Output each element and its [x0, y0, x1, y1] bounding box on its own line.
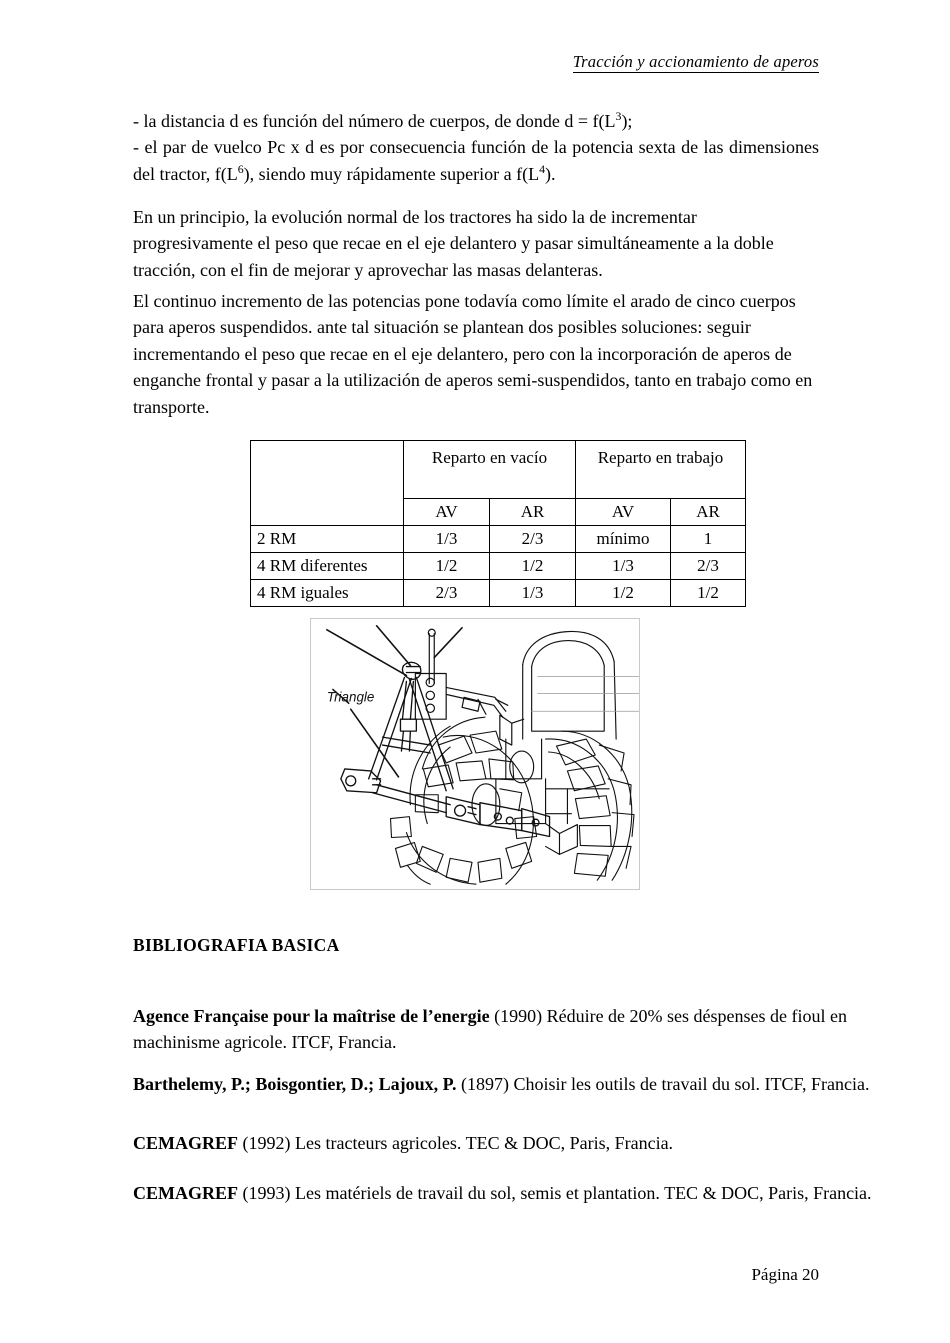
reference-detail: (1992) Les tracteurs agricoles. TEC & DOC, Paris, Francia. — [238, 1133, 674, 1153]
bullet-item-1 — [133, 108, 819, 134]
reference-authors: Barthelemy, P.; Boisgontier, D.; Lajoux, P. — [133, 1074, 457, 1094]
bullet-2-exponent-2: 4 — [539, 161, 546, 176]
bullet-item-2 — [133, 134, 819, 187]
page-footer: Página 20 — [751, 1265, 819, 1284]
table-subheader-ar-trabajo: AR — [671, 499, 746, 526]
reference-entry-3 — [133, 1130, 883, 1156]
weight-distribution-table — [250, 440, 746, 607]
reference-authors: CEMAGREF — [133, 1133, 238, 1153]
table-subheader-av-trabajo: AV — [576, 499, 671, 526]
table-cell: 1/2 — [404, 553, 490, 580]
table-corner-cell — [251, 441, 404, 526]
reference-detail: (1897) Choisir les outils de travail du sol. ITCF, Francia. — [456, 1074, 870, 1094]
table-cell: 1/3 — [404, 526, 490, 553]
table-subheader-ar-vacio: AR — [490, 499, 576, 526]
bullet-2-tail: ). — [545, 163, 556, 184]
leader-lines — [327, 626, 462, 676]
table-row — [251, 553, 746, 580]
table-cell: 1/2 — [576, 580, 671, 607]
table-group-header-trabajo: Reparto en trabajo — [576, 441, 746, 499]
reference-authors: Agence Française pour la maîtrise de l’energie — [133, 1006, 490, 1026]
table-cell: 1/3 — [490, 580, 576, 607]
triangle-label: Triangle — [326, 689, 375, 705]
upper-link-assembly — [415, 629, 523, 745]
reference-entry-4 — [133, 1180, 883, 1206]
paragraph-2: En un principio, la evolución normal de los tractores ha sido la de incrementar progresivamente el peso que recae en el eje delantero y pasar simultáneamente a la doble tracción, con el fin de mejorar y aprovechar las masas delanteras. — [133, 207, 774, 280]
bullet-list-block — [133, 108, 819, 187]
tractor-body — [472, 631, 639, 854]
table-subheader-av-vacio: AV — [404, 499, 490, 526]
tractor-hitch-figure — [310, 618, 640, 890]
table-cell: 1 — [671, 526, 746, 553]
reference-detail: (1990) Réduire de 20% ses déspenses de fioul en machinisme agricole. ITCF, Francia. — [133, 1006, 848, 1053]
running-header-text: Tracción y accionamiento de aperos — [572, 52, 819, 71]
table-row — [251, 526, 746, 553]
table-row-label: 4 RM diferentes — [251, 553, 404, 580]
tractor-hitch-drawing — [311, 619, 639, 889]
table-cell: 2/3 — [404, 580, 490, 607]
bullet-1-tail: ); — [621, 111, 633, 131]
table-header-row-1 — [251, 441, 746, 499]
rear-tyre-right — [546, 731, 634, 880]
table-cell: 1/2 — [671, 580, 746, 607]
paragraph-block-2 — [133, 204, 819, 283]
bullet-2-mid: ), siendo muy rápidamente superior a f(L — [243, 163, 540, 184]
bibliography-heading: BIBLIOGRAFIA BASICA — [133, 935, 340, 955]
paragraph-block-3 — [133, 288, 819, 420]
table-cell: mínimo — [576, 526, 671, 553]
reference-detail: (1993) Les matériels de travail du sol, semis et plantation. TEC & DOC, Paris, Francia. — [238, 1183, 872, 1203]
table-cell: 2/3 — [490, 526, 576, 553]
table-row-label: 4 RM iguales — [251, 580, 404, 607]
reference-entry-2 — [133, 1071, 883, 1097]
bullet-1-exponent: 3 — [615, 109, 622, 123]
bullet-1-text: - la distancia d es función del número de cuerpos, de donde d = f(L — [133, 111, 616, 131]
bullet-2-text: - el par de vuelco Pc x d es por consecuencia función de la potencia sexta de las dimensiones del tractor, f(L — [133, 137, 819, 184]
table-cell: 2/3 — [671, 553, 746, 580]
bullet-2-exponent-1: 6 — [237, 161, 244, 176]
table-row — [251, 580, 746, 607]
paragraph-3: El continuo incremento de las potencias pone todavía como límite el arado de cinco cuerpos para aperos suspendidos. ante tal situación se plantean dos posibles soluciones: seguir incrementando el peso que recae en el eje delantero, pero con la incorporación de aperos de enganche frontal y pasar a la utilización de aperos semi-suspendidos, tanto en trabajo como en transporte. — [133, 291, 813, 417]
table-cell: 1/2 — [490, 553, 576, 580]
table-row-label: 2 RM — [251, 526, 404, 553]
reference-authors: CEMAGREF — [133, 1183, 238, 1203]
table-group-header-vacio: Reparto en vacío — [404, 441, 576, 499]
reference-entry-1 — [133, 1003, 883, 1055]
table-cell: 1/3 — [576, 553, 671, 580]
running-header — [133, 52, 819, 72]
